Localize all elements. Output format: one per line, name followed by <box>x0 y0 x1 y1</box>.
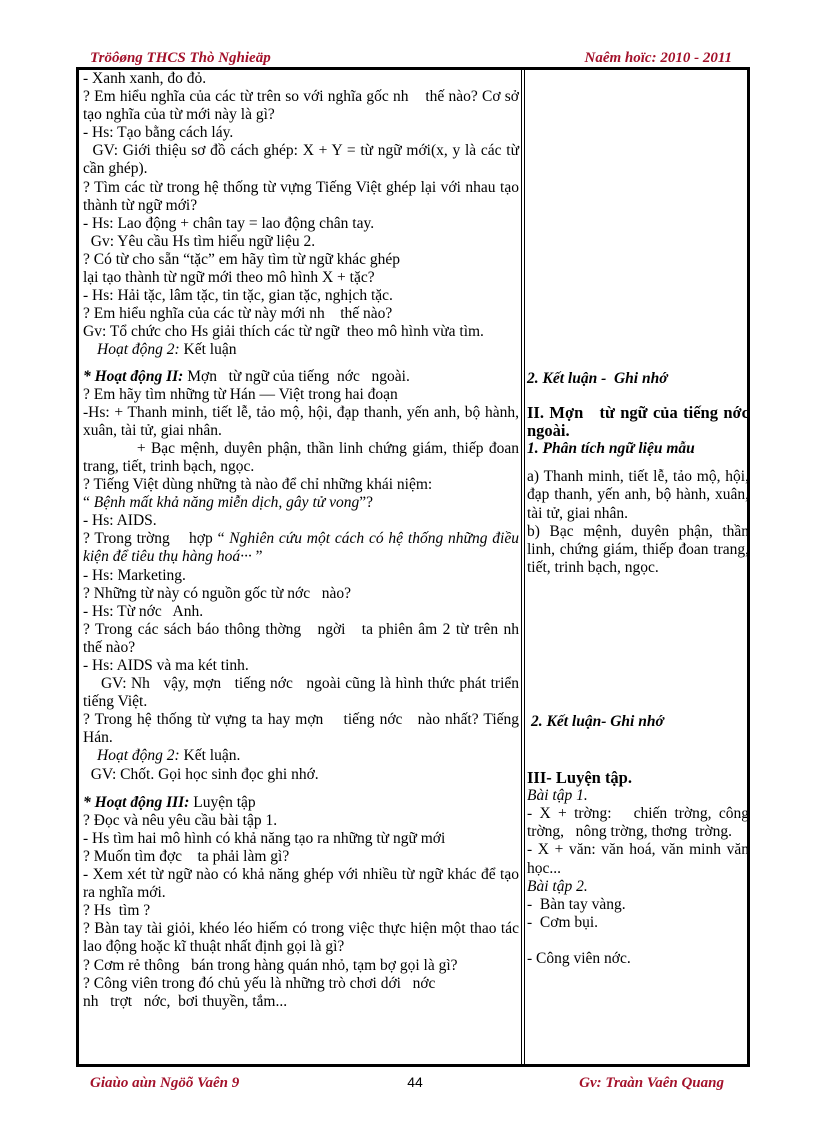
question: ? Em hãy tìm những từ Hán — Việt trong hai đoạn <box>83 385 398 403</box>
activity-title: Mợn từ ngữ của tiếng nớc ngoài. <box>183 367 410 385</box>
column-divider <box>521 70 525 1064</box>
spacer <box>527 577 749 713</box>
question: ? Có từ cho sẵn “tặc” em hãy tìm từ ngữ khác ghép <box>83 250 401 268</box>
exercise-answer: - Cơm bụi. <box>527 913 599 931</box>
teacher-note: GV: Nh vậy, mợn tiếng nớc ngoài cũng là hình thức phát triển tiếng Việt. <box>83 675 523 711</box>
quote-close: ”? <box>359 494 373 512</box>
exercise-answer: - X + văn: văn hoá, văn minh văn học... <box>527 841 753 877</box>
section-heading: 2. Kết luận - Ghi nhớ <box>527 370 668 387</box>
spacer <box>527 932 749 950</box>
teacher-note: GV: Giới thiệu sơ đồ cách ghép: X + Y = từ ngữ mới(x, y là các từ cần ghép). <box>83 142 523 178</box>
answer: - Hs: Marketing. <box>83 566 186 584</box>
analysis-item: b) Bạc mệnh, duyên phận, thần linh, chứng giám, thiếp đoan trang, tiết, trinh bạch, ngọc. <box>527 522 753 576</box>
answer: - Hs: Từ nớc Anh. <box>83 602 204 620</box>
quote <box>83 494 519 512</box>
exercise-answer: - Bàn tay vàng. <box>527 895 626 913</box>
activity-heading <box>83 368 519 386</box>
question: ? Muốn tìm đợc ta phải làm gì? <box>83 847 290 865</box>
spacer <box>527 70 749 370</box>
activity-title: Kết luận <box>179 341 237 359</box>
exercise-answer: - X + trờng: chiến trờng, công trờng, nông trờng, thơng trờng. <box>527 805 753 841</box>
answer: - Hs: Tạo bằng cách láy. <box>83 124 234 142</box>
question <box>83 530 523 566</box>
section-heading: III- Luyện tập. <box>527 768 632 788</box>
spacer <box>83 360 519 368</box>
section-heading: II. Mợn từ ngữ của tiếng nớc ngoài. <box>527 403 758 441</box>
question: ? Tiếng Việt dùng những tà nào để chỉ những khái niệm: <box>83 476 433 494</box>
exercise-answer: - Công viên nớc. <box>527 949 631 967</box>
footer-lesson-plan: Giaùo aùn Ngöõ Vaên 9 <box>90 1075 240 1091</box>
question: ? Bàn tay tài giỏi, khéo léo hiếm có trong việc thực hiện một thao tác lao động hoặc kĩ thuật nhất định gọi là gì? <box>83 920 523 956</box>
question-cont: nh trợt nớc, bơi thuyền, tắm... <box>83 992 288 1010</box>
spacer <box>83 784 519 794</box>
header-school-year: Naêm hoïc: 2010 - 2011 <box>584 50 732 66</box>
question: ? Em hiểu nghĩa của các từ này mới nh thế nào? <box>83 305 393 323</box>
question-text: ? Trong trờng hợp “ <box>83 530 230 548</box>
exercise-label: Bài tập 1. <box>527 787 588 805</box>
answer: - Hs: Lao động + chân tay = lao động chân tay. <box>83 214 375 232</box>
question-cont: lại tạo thành từ ngữ mới theo mô hình X + tặc? <box>83 269 375 287</box>
quote-text: Nghiên cứu một cách có hệ thống những điều kiện để tiêu thụ hàng hoá··· <box>83 530 523 566</box>
question: ? Trong các sách báo thông thờng ngời ta phiên âm 2 từ trên nh thế nào? <box>83 620 531 656</box>
analysis-item: a) Thanh minh, tiết lễ, tảo mộ, hội, đạp thanh, yến anh, bộ hành, xuân, tài tử, giai nhân. <box>527 468 753 522</box>
answer: -Hs: + Thanh minh, tiết lễ, tảo mộ, hội, đạp thanh, yến anh, bộ hành, xuân, tài tử, giai nhân. <box>83 403 523 439</box>
spacer <box>527 458 749 468</box>
question: ? Đọc và nêu yêu cầu bài tập 1. <box>83 811 278 829</box>
activity-title: Luyện tập <box>189 793 256 811</box>
activity-label: * Hoạt động II: <box>83 367 184 385</box>
quote-text: Bệnh mất khả năng miễn dịch, gây tử vong <box>93 494 360 512</box>
question: ? Hs tìm ? <box>83 902 151 920</box>
left-column <box>83 70 531 1011</box>
teacher-note: GV: Chốt. Gọi học sinh đọc ghi nhớ. <box>83 765 319 783</box>
answer: + Bạc mệnh, duyên phận, thần linh chứng giám, thiếp đoan trang, tiết, trinh bạch, ngọc. <box>83 439 523 475</box>
activity-label: * Hoạt động III: <box>83 793 190 811</box>
answer: - Hs: AIDS. <box>83 512 157 530</box>
question: ? Cơm rẻ thông bán trong hàng quán nhỏ, tạm bợ gọi là gì? <box>83 956 458 974</box>
header-school: Tröôøng THCS Thò Nghieäp <box>90 50 271 66</box>
activity-label: Hoạt động 2: <box>97 341 180 359</box>
activity-label: Hoạt động 2: <box>97 747 180 765</box>
subsection-heading: 1. Phân tích ngữ liệu mẫu <box>527 440 695 458</box>
teacher-note: Gv: Tổ chức cho Hs giải thích các từ ngữ theo mô hình vừa tìm. <box>83 323 484 341</box>
activity-title: Kết luận. <box>179 747 241 765</box>
answer: - Hs: AIDS và ma két tinh. <box>83 657 249 674</box>
lesson-table <box>76 67 758 1067</box>
activity-heading <box>83 341 519 359</box>
quote-close: ” <box>251 548 263 566</box>
page-number: 44 <box>407 1074 423 1090</box>
answer: - Xem xét từ ngữ nào có khả năng ghép với nhiều từ ngữ khác để tạo ra nghĩa mới. <box>83 866 523 902</box>
right-column <box>527 70 758 968</box>
section-heading: 2. Kết luận- Ghi nhớ <box>531 712 664 730</box>
question: ? Em hiểu nghĩa của các từ trên so với nghĩa gốc nh thế nào? Cơ sở tạo nghĩa của từ mới này là gì? <box>83 88 523 124</box>
quote-open: “ <box>83 494 94 512</box>
question: ? Công viên trong đó chủ yếu là những trò chơi dới nớc <box>83 974 436 992</box>
teacher-note: Gv: Yêu cầu Hs tìm hiểu ngữ liệu 2. <box>83 232 316 250</box>
footer-teacher: Gv: Traàn Vaên Quang <box>579 1075 724 1091</box>
spacer <box>527 388 749 404</box>
answer: - Hs: Hải tặc, lâm tặc, tin tặc, gian tặc, nghịch tặc. <box>83 287 393 305</box>
question: ? Trong hệ thống từ vựng ta hay mợn tiếng nớc nào nhất? Tiếng Hán. <box>83 711 523 747</box>
activity-heading <box>83 747 519 765</box>
question: ? Tìm các từ trong hệ thống từ vựng Tiếng Việt ghép lại với nhau tạo thành từ ngữ mới? <box>83 178 523 214</box>
activity-heading <box>83 794 519 812</box>
answer: - Hs tìm hai mô hình có khả năng tạo ra những từ ngữ mới <box>83 829 446 847</box>
question: ? Những từ này có nguồn gốc từ nớc nào? <box>83 584 351 602</box>
text-line: - Xanh xanh, đo đỏ. <box>83 70 207 87</box>
spacer <box>527 731 749 769</box>
exercise-label: Bài tập 2. <box>527 877 588 895</box>
